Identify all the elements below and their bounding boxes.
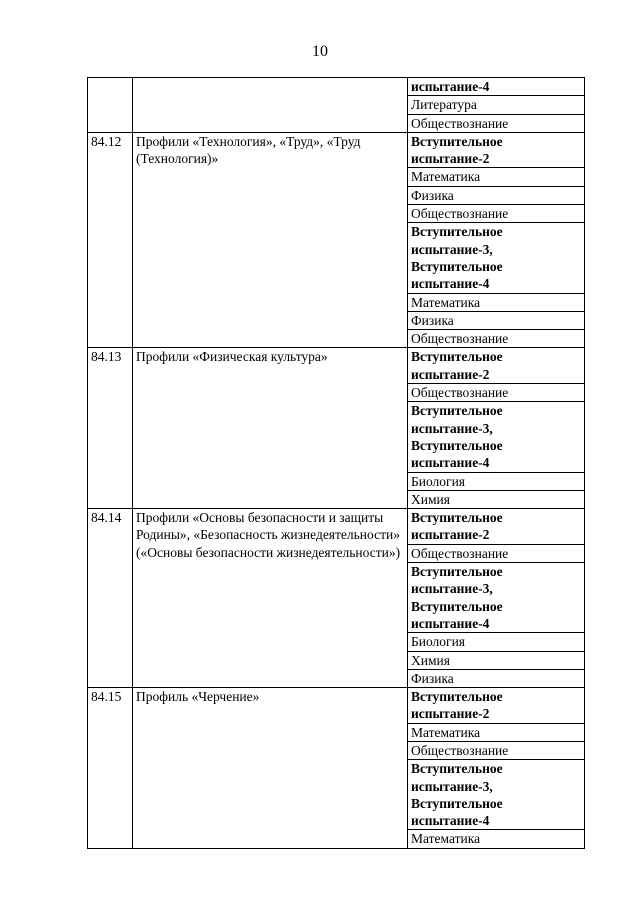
table-row — [88, 348, 585, 384]
subject-item: Математика — [408, 723, 585, 741]
entrance-test-heading: Вступительное испытание-2 — [408, 688, 585, 724]
entrance-test-heading: Вступительное испытание-3, Вступительное испытание-4 — [408, 563, 585, 633]
profile-name — [133, 78, 408, 133]
subject-item: Химия — [408, 490, 585, 508]
profile-name: Профили «Основы безопасности и защиты Родины», «Безопасность жизнедеятельности» («Основы безопасности жизнедеятельности») — [133, 509, 408, 688]
subject-item: Обществознание — [408, 544, 585, 562]
subject-item: Обществознание — [408, 384, 585, 402]
subject-item: Обществознание — [408, 330, 585, 348]
subject-item: Математика — [408, 830, 585, 848]
specialty-code — [88, 78, 133, 133]
specialty-code: 84.12 — [88, 132, 133, 348]
subject-item: Биология — [408, 633, 585, 651]
subject-item: Физика — [408, 186, 585, 204]
entrance-test-heading: Вступительное испытание-3, Вступительное испытание-4 — [408, 760, 585, 830]
subject-item: Обществознание — [408, 741, 585, 759]
entrance-test-heading: Вступительное испытание-2 — [408, 132, 585, 168]
subject-item: Литература — [408, 96, 585, 114]
page-number: 10 — [312, 43, 328, 60]
entrance-test-heading: Вступительное испытание-3, Вступительное испытание-4 — [408, 402, 585, 472]
subject-item: Обществознание — [408, 114, 585, 132]
table-row — [88, 688, 585, 724]
entrance-test-heading: Вступительное испытание-3, Вступительное испытание-4 — [408, 223, 585, 293]
subject-item: Обществознание — [408, 205, 585, 223]
profile-name: Профили «Технология», «Труд», «Труд (Технология)» — [133, 132, 408, 348]
table-row — [88, 78, 585, 96]
specialty-code: 84.14 — [88, 509, 133, 688]
subject-item: Математика — [408, 293, 585, 311]
subject-item: Химия — [408, 651, 585, 669]
specialty-code: 84.15 — [88, 688, 133, 849]
profile-name: Профили «Физическая культура» — [133, 348, 408, 509]
subject-item: Математика — [408, 168, 585, 186]
subject-item: Биология — [408, 472, 585, 490]
table-row — [88, 132, 585, 168]
entrance-test-heading: Вступительное испытание-2 — [408, 348, 585, 384]
subject-item: Физика — [408, 311, 585, 329]
entrance-test-heading: Вступительное испытание-2 — [408, 509, 585, 545]
profile-name: Профиль «Черчение» — [133, 688, 408, 849]
table-row — [88, 509, 585, 545]
specialty-code: 84.13 — [88, 348, 133, 509]
admission-tests-table — [87, 77, 585, 849]
subject-item: Физика — [408, 669, 585, 687]
entrance-test-heading: испытание-4 — [408, 78, 585, 96]
